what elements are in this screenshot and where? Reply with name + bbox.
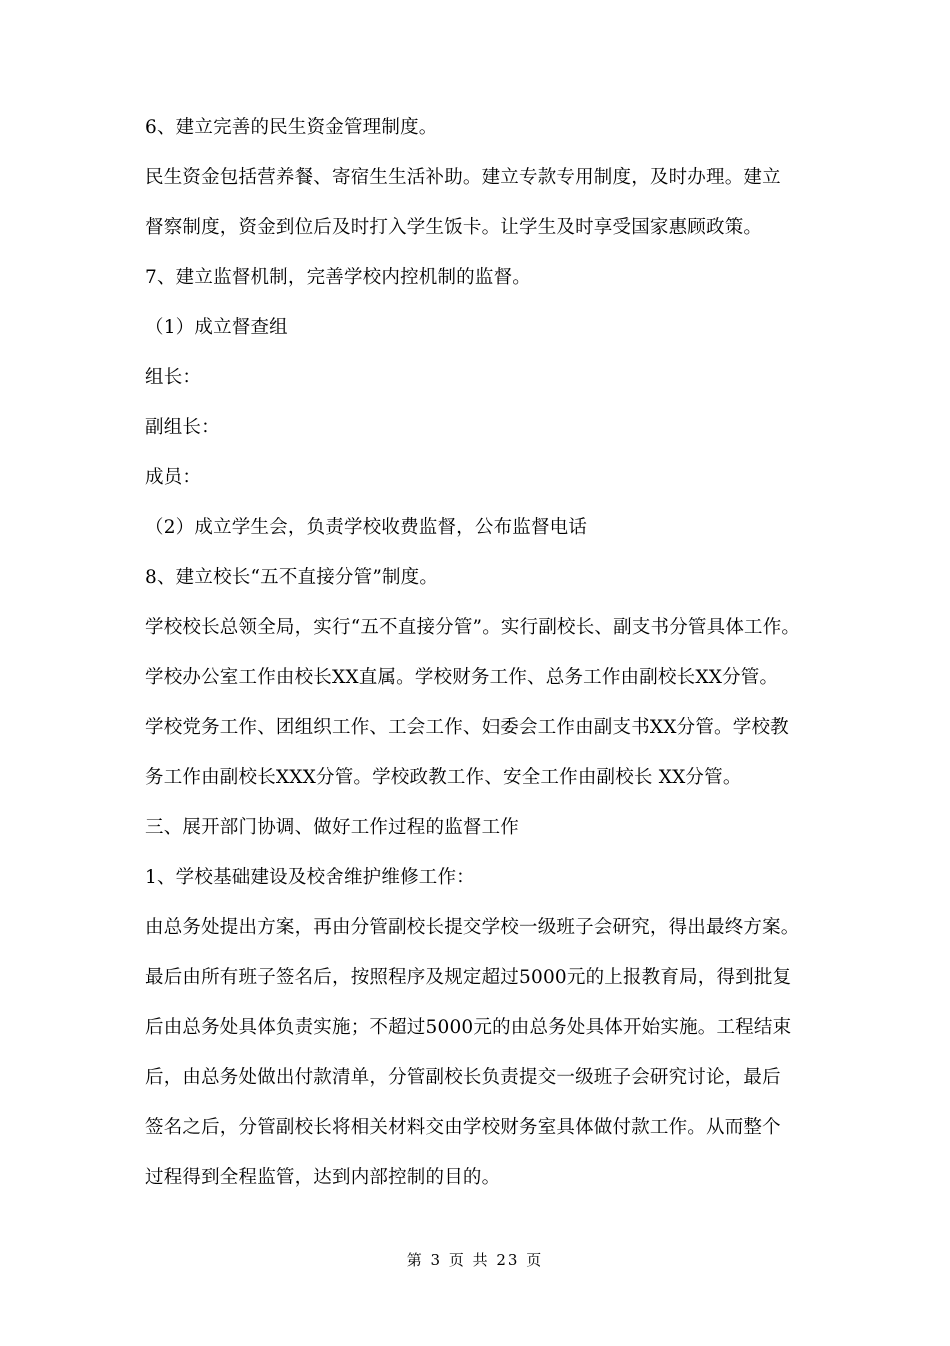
heading-1: 1、学校基础建设及校舍维护维修工作：	[145, 867, 475, 888]
heading-6: 6、建立完善的民生资金管理制度。	[145, 117, 438, 138]
subheading-2: （2）成立学生会，负责学校收费监督，公布监督电话	[145, 517, 588, 538]
section-heading-3: 三、展开部门协调、做好工作过程的监督工作	[145, 817, 520, 838]
field-leader: 组长：	[145, 367, 202, 388]
document-body	[145, 103, 810, 1203]
paragraph-line: 后，由总务处做出付款清单，分管副校长负责提交一级班子会研究讨论，最后	[145, 1067, 781, 1088]
paragraph-line: 由总务处提出方案，再由分管副校长提交学校一级班子会研究，得出最终方案。	[145, 917, 800, 938]
field-deputy-leader: 副组长：	[145, 417, 220, 438]
paragraph-line: 民生资金包括营养餐、寄宿生生活补助。建立专款专用制度，及时办理。建立	[145, 167, 781, 188]
heading-8: 8、建立校长“五不直接分管”制度。	[145, 567, 439, 588]
paragraph-line: 过程得到全程监管，达到内部控制的目的。	[145, 1167, 501, 1188]
paragraph-line: 后由总务处具体负责实施；不超过5000元的由总务处具体开始实施。工程结束	[145, 1017, 792, 1038]
paragraph-line: 签名之后，分管副校长将相关材料交由学校财务室具体做付款工作。从而整个	[145, 1117, 781, 1138]
paragraph-line: 学校党务工作、团组织工作、工会工作、妇委会工作由副支书XX分管。学校教	[145, 717, 789, 738]
paragraph-line: 督察制度，资金到位后及时打入学生饭卡。让学生及时享受国家惠顾政策。	[145, 217, 763, 238]
paragraph-line: 最后由所有班子签名后，按照程序及规定超过5000元的上报教育局，得到批复	[145, 967, 792, 988]
page-footer: 第 3 页 共 23 页	[406, 1251, 544, 1269]
paragraph-line: 学校校长总领全局，实行“五不直接分管”。实行副校长、副支书分管具体工作。	[145, 617, 801, 638]
field-members: 成员：	[145, 467, 202, 488]
heading-7: 7、建立监督机制，完善学校内控机制的监督。	[145, 267, 531, 288]
subheading-1: （1）成立督查组	[145, 317, 288, 338]
paragraph-line: 学校办公室工作由校长XX直属。学校财务工作、总务工作由副校长XX分管。	[145, 667, 779, 688]
paragraph-line: 务工作由副校长XXX分管。学校政教工作、安全工作由副校长 XX分管。	[145, 767, 742, 788]
